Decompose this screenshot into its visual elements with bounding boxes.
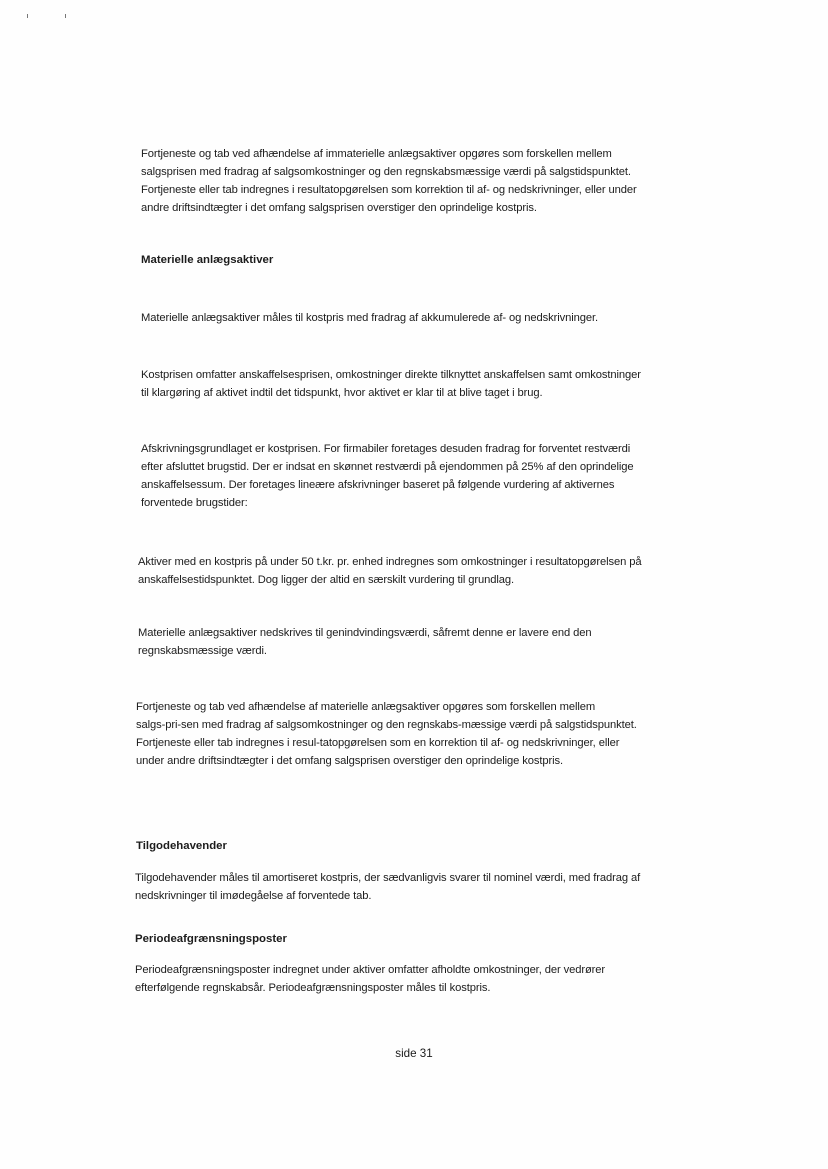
text-line: Periodeafgrænsningsposter indregnet under aktiver omfatter afholdte omkostninger, der vedrører — [135, 964, 606, 976]
text-line: efter afsluttet brugstid. Der er indsat en skønnet restværdi på ejendommen på 25% af den oprindelige — [141, 461, 634, 473]
text-line: regnskabsmæssige værdi. — [138, 645, 267, 657]
text-line: Materielle anlægsaktiver nedskrives til genindvindingsværdi, såfremt denne er lavere end den — [138, 627, 592, 639]
scan-mark — [65, 14, 66, 18]
paragraph-intangible-disposal — [141, 145, 637, 217]
section-heading-receivables: Tilgodehavender — [136, 840, 227, 852]
text-line: Aktiver med en kostpris på under 50 t.kr. pr. enhed indregnes som omkostninger i resultatopgørelsen på — [138, 556, 642, 568]
paragraph-receivables — [135, 869, 640, 905]
paragraph-small-assets — [138, 553, 641, 589]
paragraph-impairment — [138, 624, 591, 660]
text-line: salgsprisen med fradrag af salgsomkostninger og den regnskabsmæssige værdi på salgstidspunktet. — [141, 166, 631, 178]
paragraph-tangible-disposal — [136, 698, 637, 770]
text-line: til klargøring af aktivet indtil det tidspunkt, hvor aktivet er klar til at blive taget i brug. — [141, 387, 543, 399]
text-line: Fortjeneste eller tab indregnes i resultatopgørelsen som korrektion til af- og nedskrivninger, eller under — [141, 184, 637, 196]
text-line: Tilgodehavender måles til amortiseret kostpris, der sædvanligvis svarer til nominel værdi, med fradrag af — [135, 872, 641, 884]
section-heading-tangible-assets: Materielle anlægsaktiver — [141, 254, 274, 266]
section-heading-prepayments: Periodeafgrænsningsposter — [135, 933, 287, 945]
text-line: forventede brugstider: — [141, 497, 248, 509]
paragraph-depreciation-basis — [141, 440, 633, 512]
text-line: anskaffelsestidspunktet. Dog ligger der altid en særskilt vurdering til grundlag. — [138, 574, 515, 586]
text-line: Materielle anlægsaktiver måles til kostpris med fradrag af akkumulerede af- og nedskrivninger. — [141, 312, 598, 324]
text-line: Fortjeneste og tab ved afhændelse af immaterielle anlægsaktiver opgøres som forskellen mellem — [141, 148, 612, 160]
text-line: under andre driftsindtægter i det omfang salgsprisen overstiger den oprindelige kostpris. — [136, 755, 564, 767]
text-line: efterfølgende regnskabsår. Periodeafgrænsningsposter måles til kostpris. — [135, 982, 491, 994]
paragraph-cost-price — [141, 366, 641, 402]
text-line: salgs-pri-sen med fradrag af salgsomkostninger og den regnskabs-mæssige værdi på salgstidspunktet. — [136, 719, 637, 731]
text-line: anskaffelsessum. Der foretages lineære afskrivninger baseret på følgende vurdering af aktivernes — [141, 479, 615, 491]
scan-mark — [27, 14, 28, 18]
paragraph-prepayments — [135, 961, 605, 997]
text-line: Afskrivningsgrundlaget er kostprisen. For firmabiler foretages desuden fradrag for forventet restværdi — [141, 443, 631, 455]
text-line: nedskrivninger til imødegåelse af forventede tab. — [135, 890, 372, 902]
text-line: Fortjeneste og tab ved afhændelse af materielle anlægsaktiver opgøres som forskellen mellem — [136, 701, 596, 713]
paragraph-tangible-measurement — [141, 309, 598, 327]
text-line: Fortjeneste eller tab indregnes i resul-tatopgørelsen som en korrektion til af- og nedskrivninger, eller — [136, 737, 620, 749]
text-line: andre driftsindtægter i det omfang salgsprisen overstiger den oprindelige kostpris. — [141, 202, 537, 214]
text-line: Kostprisen omfatter anskaffelsesprisen, omkostninger direkte tilknyttet anskaffelsen samt omkostninger — [141, 369, 641, 381]
page-number: side 31 — [395, 1047, 433, 1060]
